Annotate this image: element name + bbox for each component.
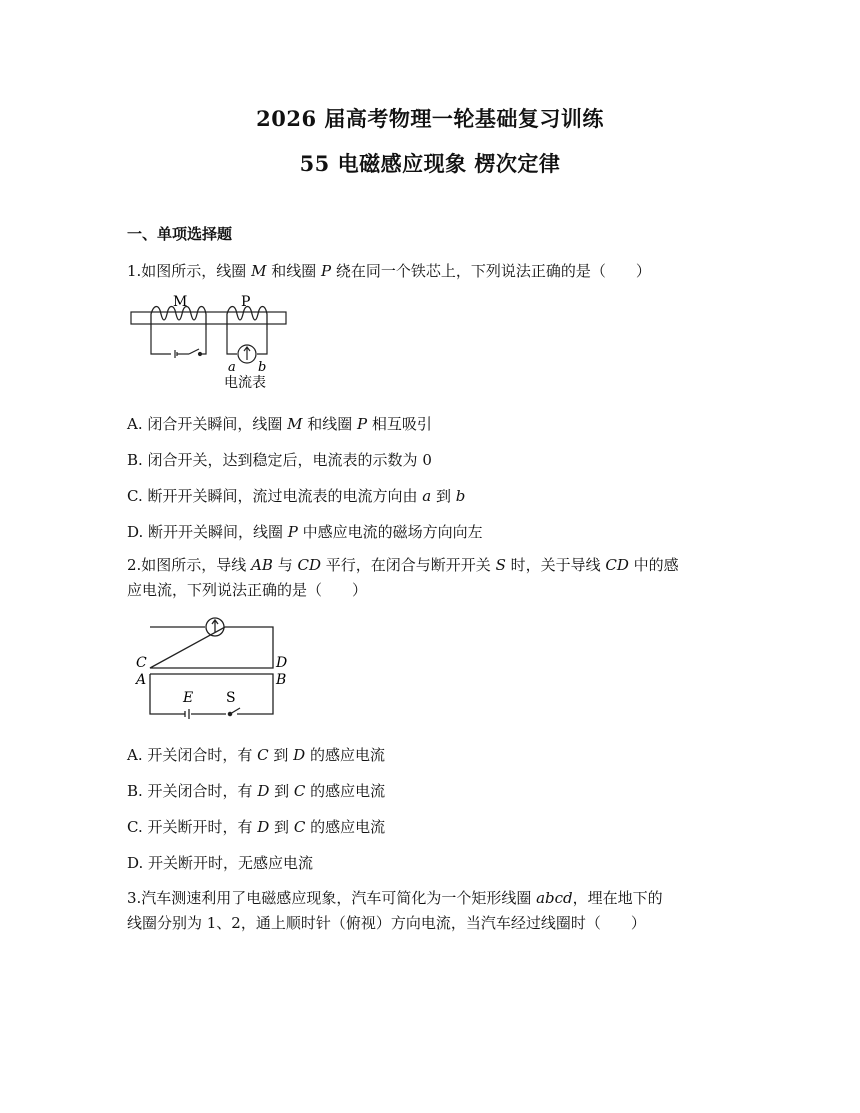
label-m: M: [173, 294, 188, 310]
question-3-stem: [127, 886, 727, 936]
document-title: 2026 届高考物理一轮基础复习训练: [256, 106, 604, 131]
label-a: A: [136, 672, 147, 688]
question-1-stem: 1.如图所示，线圈 M 和线圈 P 绕在同一个铁芯上，下列说法正确的是（ ）: [127, 262, 651, 280]
question-2-stem-line-2: 应电流，下列说法正确的是（ ）: [127, 581, 368, 599]
question-2-option-c: C. 开关断开时，有 D 到 C 的感应电流: [127, 818, 386, 836]
ammeter-caption: 电流表: [224, 375, 266, 391]
coil-p: [227, 307, 267, 331]
label-b: b: [258, 360, 267, 375]
question-2-option-a: A. 开关闭合时，有 C 到 D 的感应电流: [127, 746, 385, 764]
question-2-stem: [127, 553, 727, 603]
coil-m: [151, 307, 206, 331]
question-3-stem-line-2: 线圈分别为 1、2，通上顺时针（俯视）方向电流，当汽车经过线圈时（ ）: [127, 914, 646, 932]
label-a: a: [228, 360, 236, 375]
question-1-option-a: A. 闭合开关瞬间，线圈 M 和线圈 P 相互吸引: [127, 415, 432, 433]
question-1-option-c: C. 断开开关瞬间，流过电流表的电流方向由 a 到 b: [127, 487, 466, 505]
question-2-stem-line-1: 2.如图所示，导线 AB 与 CD 平行，在闭合与断开开关 S 时，关于导线 CD 中的感: [127, 556, 679, 574]
question-3-stem-line-1: 3.汽车测速利用了电磁感应现象，汽车可简化为一个矩形线圈 abcd，埋在地下的: [127, 889, 663, 907]
section-heading: 一、单项选择题: [127, 225, 233, 243]
label-d: D: [276, 655, 288, 671]
upper-loop: [150, 618, 273, 668]
label-c: C: [136, 655, 147, 671]
label-b: B: [276, 672, 287, 688]
question-1-figure: [127, 292, 292, 392]
question-2-figure: [127, 612, 297, 722]
lower-loop: [150, 674, 273, 719]
document-subtitle: 55 电磁感应现象 楞次定律: [299, 151, 561, 176]
question-1-option-d: D. 断开开关瞬间，线圈 P 中感应电流的磁场方向向左: [127, 523, 483, 541]
label-e: E: [183, 690, 194, 706]
iron-core: [131, 312, 286, 324]
label-s: S: [226, 690, 236, 706]
circuit-m: [151, 330, 206, 358]
question-2-option-b: B. 开关闭合时，有 D 到 C 的感应电流: [127, 782, 386, 800]
circuit-p: [227, 330, 267, 363]
label-p: P: [241, 294, 251, 310]
question-2-option-d: D. 开关断开时，无感应电流: [127, 854, 314, 872]
question-1-option-b: B. 闭合开关，达到稳定后，电流表的示数为 0: [127, 451, 432, 469]
